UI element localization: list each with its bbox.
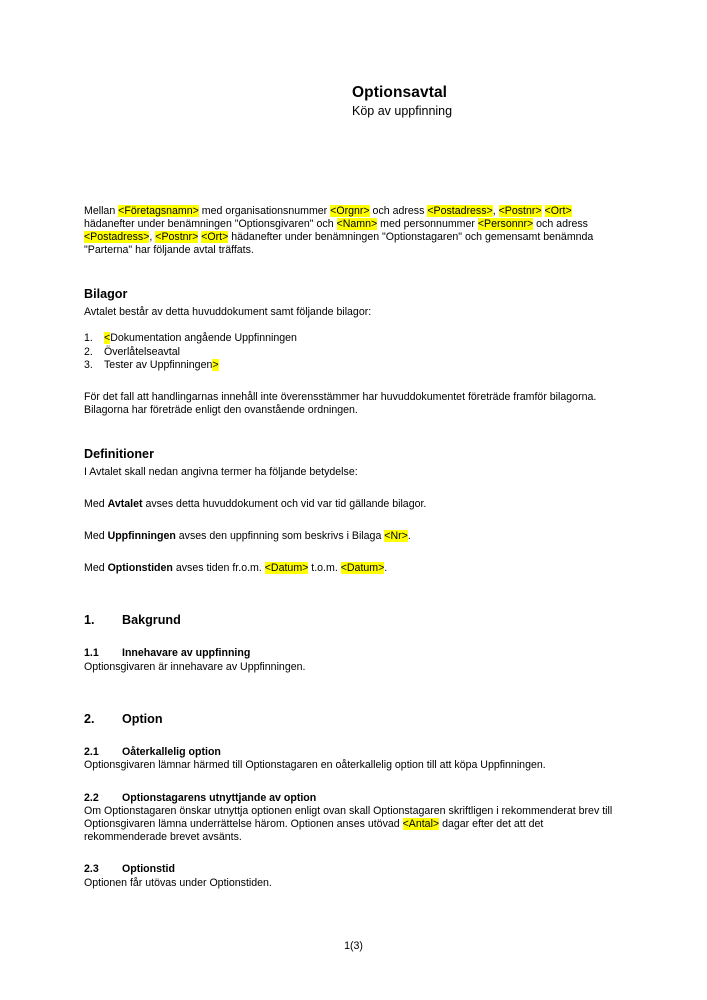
intro-text: , — [149, 231, 156, 244]
subsection-number: 2.1 — [84, 745, 99, 758]
field-datum-tom: <Datum> — [340, 562, 385, 575]
definition-avtalet — [84, 498, 620, 511]
subsection-title: Optionstid — [122, 863, 175, 876]
bilagor-precedence-note: För det fall att handlingarnas innehåll inte överensstämmer har huvuddokumentet företräde framför bilagorna. Bilagorna har företräde enligt den ovanstående ordningen. — [84, 390, 597, 416]
intro-text: och adress — [533, 218, 588, 231]
list-item — [84, 332, 620, 345]
definition-term: Optionstiden — [107, 562, 173, 575]
field-postadress-1: <Postadress> — [427, 205, 493, 217]
definition-optionstiden — [84, 562, 620, 575]
definition-text: . — [407, 530, 411, 543]
body-section-2-3: Optionen får utövas under Optionstiden. — [84, 876, 272, 889]
subsection-number: 2.2 — [84, 791, 99, 804]
definition-term: Avtalet — [107, 498, 143, 511]
body-text: Om Optionstagaren önskar utnyttja optionen enligt ovan skall Optionstagaren skriftligen i rekommenderat brev till Optionsgivaren lämna underrättelse härom. Optionen anses utövad — [84, 805, 613, 831]
page-number: 1(3) — [344, 940, 363, 952]
field-bracket-close: > — [212, 358, 219, 371]
intro-text: med organisationsnummer — [198, 205, 331, 217]
list-item-label: Tester av Uppfinningen — [104, 358, 213, 371]
definitioner-lead: I Avtalet skall nedan angivna termer ha följande betydelse: — [84, 465, 358, 478]
page-title: Optionsavtal — [352, 84, 448, 101]
field-namn: <Namn> — [336, 218, 378, 231]
list-item — [84, 346, 620, 359]
heading-section-2 — [84, 712, 620, 727]
list-item-text — [104, 332, 297, 345]
section-title: Option — [122, 711, 163, 726]
heading-section-2-2 — [84, 792, 620, 806]
body-text: dagar efter det att det rekommenderade brevet avsänts. — [84, 818, 544, 844]
bilagor-list — [84, 332, 620, 371]
field-postnr-1: <Postnr> — [498, 205, 542, 217]
section-title: Bakgrund — [122, 613, 181, 628]
field-orgnr: <Orgnr> — [330, 205, 370, 217]
field-bilaga-nr: <Nr> — [384, 530, 408, 543]
definition-text: avses den uppfinning som beskrivs i Bilaga — [175, 530, 385, 543]
definition-text: avses detta huvuddokument och vid var tid gällande bilagor. — [142, 498, 427, 511]
field-postnr-2: <Postnr> — [155, 231, 199, 244]
intro-text: med personnummer — [377, 218, 478, 231]
field-postadress-2: <Postadress> — [84, 231, 150, 244]
parties-paragraph — [84, 205, 620, 257]
heading-section-2-3 — [84, 863, 620, 877]
section-number: 1. — [84, 613, 95, 628]
definition-text: Med — [84, 530, 108, 543]
subsection-title: Oåterkallelig option — [122, 745, 221, 758]
heading-section-1-1 — [84, 647, 620, 661]
list-item-text — [104, 346, 180, 359]
definition-text: avses tiden fr.o.m. — [172, 562, 265, 575]
page-footer — [0, 940, 707, 953]
intro-text: Mellan — [84, 205, 119, 217]
intro-text: hädanefter under benämningen "Optionsgivaren" och — [84, 218, 337, 231]
field-datum-from: <Datum> — [264, 562, 309, 575]
subsection-number: 1.1 — [84, 647, 99, 660]
heading-bilagor: Bilagor — [84, 287, 128, 302]
field-antal: <Antal> — [402, 818, 440, 831]
field-bracket-open: < — [104, 332, 111, 345]
document-body — [84, 205, 620, 890]
list-item-index: 2. — [84, 345, 93, 358]
subsection-title: Optionstagarens utnyttjande av option — [122, 791, 317, 804]
body-section-2-1: Optionsgivaren lämnar härmed till Optionstagaren en oåterkallelig option till att köpa Uppfinningen. — [84, 759, 546, 772]
field-ort-2: <Ort> — [201, 231, 229, 244]
heading-section-2-1 — [84, 746, 620, 760]
field-ort-1: <Ort> — [544, 205, 572, 217]
document-title-block — [352, 84, 452, 119]
intro-text: hädanefter under benämningen "Optionstagaren" och gemensamt benämnda "Parterna" har följande avtal träffats. — [84, 231, 594, 257]
definition-term: Uppfinningen — [107, 530, 176, 543]
list-item-index: 3. — [84, 358, 93, 371]
definition-text: Med — [84, 562, 108, 575]
definition-text: Med — [84, 498, 108, 511]
list-item-index: 1. — [84, 332, 93, 345]
definition-text: . — [384, 562, 388, 575]
body-section-1-1: Optionsgivaren är innehavare av Uppfinningen. — [84, 660, 306, 673]
definition-text: t.o.m. — [308, 562, 341, 575]
field-foretagsnamn: <Företagsnamn> — [118, 205, 199, 217]
intro-text: och adress — [369, 205, 428, 217]
bilagor-lead: Avtalet består av detta huvuddokument samt följande bilagor: — [84, 306, 372, 319]
definition-uppfinningen — [84, 530, 620, 543]
page-subtitle: Köp av uppfinning — [352, 104, 453, 118]
heading-section-1 — [84, 613, 620, 628]
list-item-label: Dokumentation angående Uppfinningen — [110, 332, 297, 345]
section-number: 2. — [84, 711, 95, 726]
list-item — [84, 359, 620, 372]
list-item-label: Överlåtelseavtal — [104, 345, 180, 358]
body-section-2-2 — [84, 805, 620, 844]
field-personnr: <Personnr> — [477, 218, 534, 231]
subsection-number: 2.3 — [84, 863, 99, 876]
heading-definitioner: Definitioner — [84, 446, 154, 461]
subsection-title: Innehavare av uppfinning — [122, 647, 251, 660]
intro-text: , — [492, 205, 499, 217]
list-item-text — [104, 359, 219, 372]
